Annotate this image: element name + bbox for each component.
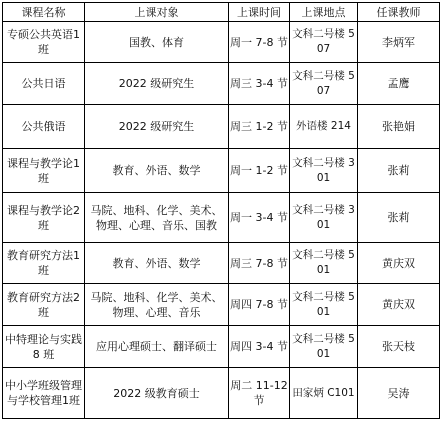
teacher-cell: 李炳军 (358, 22, 440, 63)
place-cell: 文科二号楼 301 (290, 149, 358, 193)
place-cell: 文科二号楼 501 (290, 326, 358, 368)
time-cell: 周二 11-12 节 (229, 368, 290, 419)
table-row (3, 193, 440, 243)
place-cell: 田家炳 C101 (290, 368, 358, 419)
table-row (3, 63, 440, 105)
audience-cell: 2022 级研究生 (85, 63, 229, 105)
time-cell: 周三 3-4 节 (229, 63, 290, 105)
audience-cell: 马院、地科、化学、美术、物理、心理、音乐、国教 (85, 193, 229, 243)
table-row (3, 105, 440, 149)
place-cell: 文科二号楼 501 (290, 284, 358, 326)
teacher-cell: 张莉 (358, 193, 440, 243)
audience-cell: 教育、外语、数学 (85, 243, 229, 284)
audience-cell: 应用心理硕士、翻译硕士 (85, 326, 229, 368)
teacher-cell: 吴涛 (358, 368, 440, 419)
audience-cell: 2022 级教育硕士 (85, 368, 229, 419)
course-name-cell: 中小学班级管理与学校管理1班 (3, 368, 85, 419)
course-name-cell: 课程与教学论1班 (3, 149, 85, 193)
table-row (3, 149, 440, 193)
table-header-row (3, 3, 440, 22)
teacher-cell: 张艳娟 (358, 105, 440, 149)
time-cell: 周四 3-4 节 (229, 326, 290, 368)
course-name-cell: 教育研究方法2班 (3, 284, 85, 326)
table-row (3, 243, 440, 284)
teacher-cell: 张天枝 (358, 326, 440, 368)
header-teacher: 任课教师 (358, 3, 440, 22)
audience-cell: 马院、地科、化学、美术、物理、心理、音乐 (85, 284, 229, 326)
teacher-cell: 黄庆双 (358, 243, 440, 284)
audience-cell: 教育、外语、数学 (85, 149, 229, 193)
header-audience: 上课对象 (85, 3, 229, 22)
course-name-cell: 中特理论与实践 8 班 (3, 326, 85, 368)
header-time: 上课时间 (229, 3, 290, 22)
place-cell: 文科二号楼 507 (290, 63, 358, 105)
time-cell: 周一 1-2 节 (229, 149, 290, 193)
audience-cell: 2022 级研究生 (85, 105, 229, 149)
place-cell: 文科二号楼 507 (290, 22, 358, 63)
time-cell: 周三 7-8 节 (229, 243, 290, 284)
course-name-cell: 课程与教学论2班 (3, 193, 85, 243)
audience-cell: 国教、体育 (85, 22, 229, 63)
place-cell: 文科二号楼 501 (290, 243, 358, 284)
teacher-cell: 张莉 (358, 149, 440, 193)
time-cell: 周三 1-2 节 (229, 105, 290, 149)
course-schedule-table (2, 2, 440, 419)
place-cell: 外语楼 214 (290, 105, 358, 149)
course-name-cell: 教育研究方法1班 (3, 243, 85, 284)
course-name-cell: 公共日语 (3, 63, 85, 105)
course-name-cell: 专硕公共英语1班 (3, 22, 85, 63)
table-row (3, 326, 440, 368)
time-cell: 周一 7-8 节 (229, 22, 290, 63)
time-cell: 周四 7-8 节 (229, 284, 290, 326)
header-course: 课程名称 (3, 3, 85, 22)
teacher-cell: 孟鹰 (358, 63, 440, 105)
header-place: 上课地点 (290, 3, 358, 22)
course-name-cell: 公共俄语 (3, 105, 85, 149)
place-cell: 文科二号楼 301 (290, 193, 358, 243)
time-cell: 周一 3-4 节 (229, 193, 290, 243)
table-row (3, 22, 440, 63)
teacher-cell: 黄庆双 (358, 284, 440, 326)
table-row (3, 368, 440, 419)
table-row (3, 284, 440, 326)
